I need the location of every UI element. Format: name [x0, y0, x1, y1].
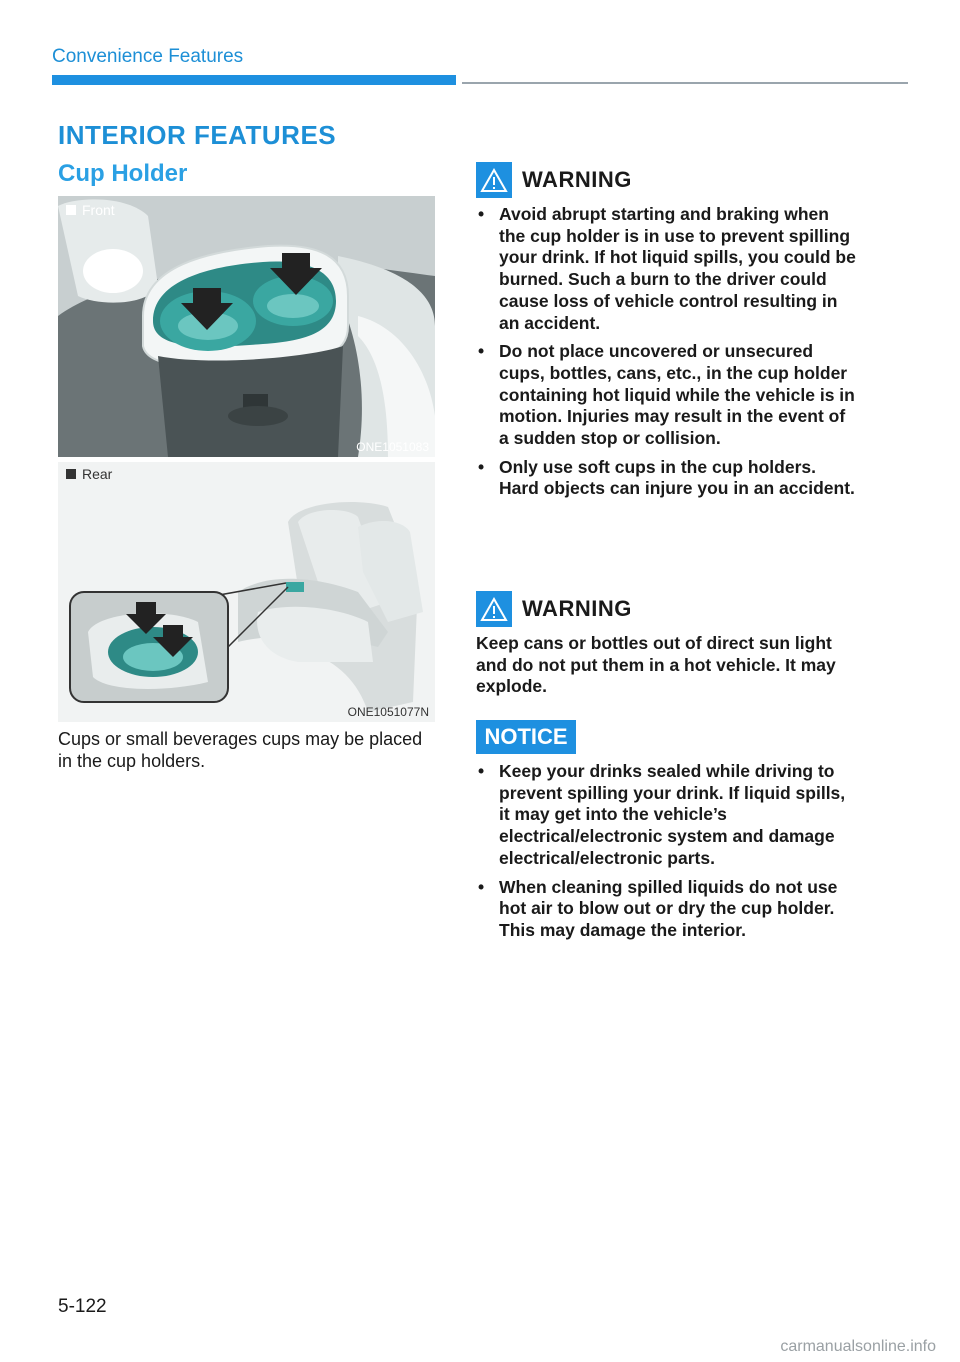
square-bullet-icon [66, 469, 76, 479]
front-figure-code: ONE1051083 [356, 440, 429, 454]
rear-cup-holder-illustration [58, 462, 435, 722]
list-item: • When cleaning spilled liquids do not use hot air to blow out or dry the cup holder. This may damage the interior. [476, 877, 856, 942]
list-item: • Keep your drinks sealed while driving to prevent spilling your drink. If liquid spills, it may get into the vehicle’s electrical/electronic system and damage electrical/electronic parts. [476, 761, 856, 870]
warning2-heading [476, 591, 632, 627]
rear-figure-code: ONE1051077N [347, 705, 429, 719]
list-item: • Avoid abrupt starting and braking when the cup holder is in use to prevent spilling your drink. If hot liquid spills, you could be burned. Such a burn to the driver could cause loss of vehicle control resulting in an accident. [476, 204, 856, 334]
front-cup-holder-illustration [58, 196, 435, 457]
watermark: carmanualsonline.info [780, 1338, 936, 1355]
warning1-title: WARNING [522, 167, 632, 192]
notice-list [476, 761, 856, 949]
front-cup-holder-figure [58, 196, 435, 457]
list-item: • Only use soft cups in the cup holders. Hard objects can injure you in an accident. [476, 457, 856, 500]
header-rule-blue [52, 75, 456, 85]
page-number: 5-122 [58, 1296, 107, 1317]
header-title: Convenience Features [52, 46, 244, 67]
rear-label-text: Rear [82, 466, 113, 482]
sub-title: Cup Holder [58, 160, 188, 187]
header-rule-grey [462, 82, 908, 84]
warning1-heading [476, 162, 632, 198]
warning-icon [476, 162, 512, 198]
front-label-text: Front [82, 202, 115, 218]
warning1-list [476, 204, 856, 507]
warning-icon [476, 591, 512, 627]
section-title: INTERIOR FEATURES [58, 120, 337, 150]
rear-cup-holder-figure [58, 462, 435, 722]
front-figure-label [66, 202, 115, 218]
caption-text: Cups or small beverages cups may be placed in the cup holders. [58, 729, 423, 771]
warning2-title: WARNING [522, 596, 632, 621]
notice-badge: NOTICE [476, 720, 576, 754]
warning2-text: Keep cans or bottles out of direct sun light and do not put them in a hot vehicle. It may explode. [476, 633, 836, 697]
list-item: • Do not place uncovered or unsecured cups, bottles, cans, etc., in the cup holder containing hot liquid while the vehicle is in motion. Injuries may result in the event of a sudden stop or collision. [476, 341, 856, 450]
square-bullet-icon [66, 205, 76, 215]
rear-figure-label [66, 466, 112, 482]
